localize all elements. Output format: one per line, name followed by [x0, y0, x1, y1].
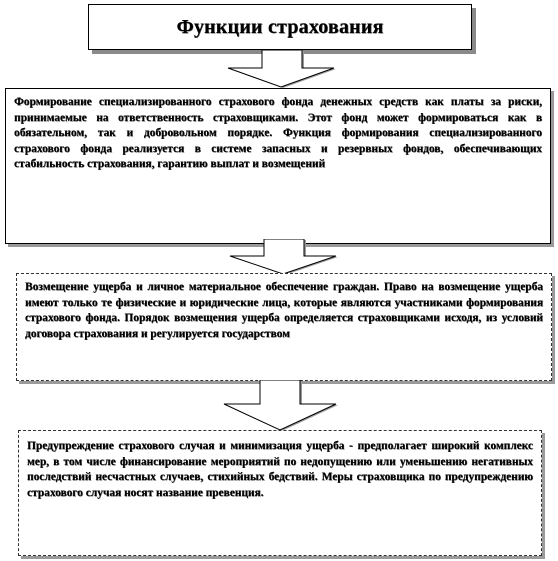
function-block-2-text: Возмещение ущерба и личное материальное обеспечение граждан. Право на возмещение ущерба имеют только те физические и юридические лица, которые являются участниками формирования страхового фонда. Порядок возмещения ущерба определяется страховщиками исходя, из условий договора страхования и регулируется государством	[25, 281, 543, 340]
function-block-3	[18, 430, 542, 556]
diagram-title: Функции страхования	[176, 15, 384, 38]
function-block-2	[16, 273, 552, 381]
function-block-3-text: Предупреждение страхового случая и минимизация ущерба - предполагает широкий комплекс мер, в том числе финансирование мероприятий по недопущению или уменьшению негативных последствий несчастных случаев, стихийных бедствий. Меры страховщика по предупреждению страхового случая носят название превенция.	[27, 440, 533, 499]
arrow-down-1	[226, 50, 336, 88]
arrow-down-2	[228, 239, 338, 275]
function-block-1-text: Формирование специализированного страхового фонда денежных средств как платы за риски, принимаемые на ответственность страховщиками. Этот фонд может формироваться как в обязательном, так и добровольном порядке. Функция формирования специализированного страхового фонда реализуется в системе запасных и резервных фондов, обеспечивающих стабильность страхования, гарантию выплат и возмещений	[14, 96, 542, 171]
title-box	[88, 4, 472, 50]
function-block-1	[5, 88, 551, 244]
arrow-down-3	[220, 380, 340, 432]
